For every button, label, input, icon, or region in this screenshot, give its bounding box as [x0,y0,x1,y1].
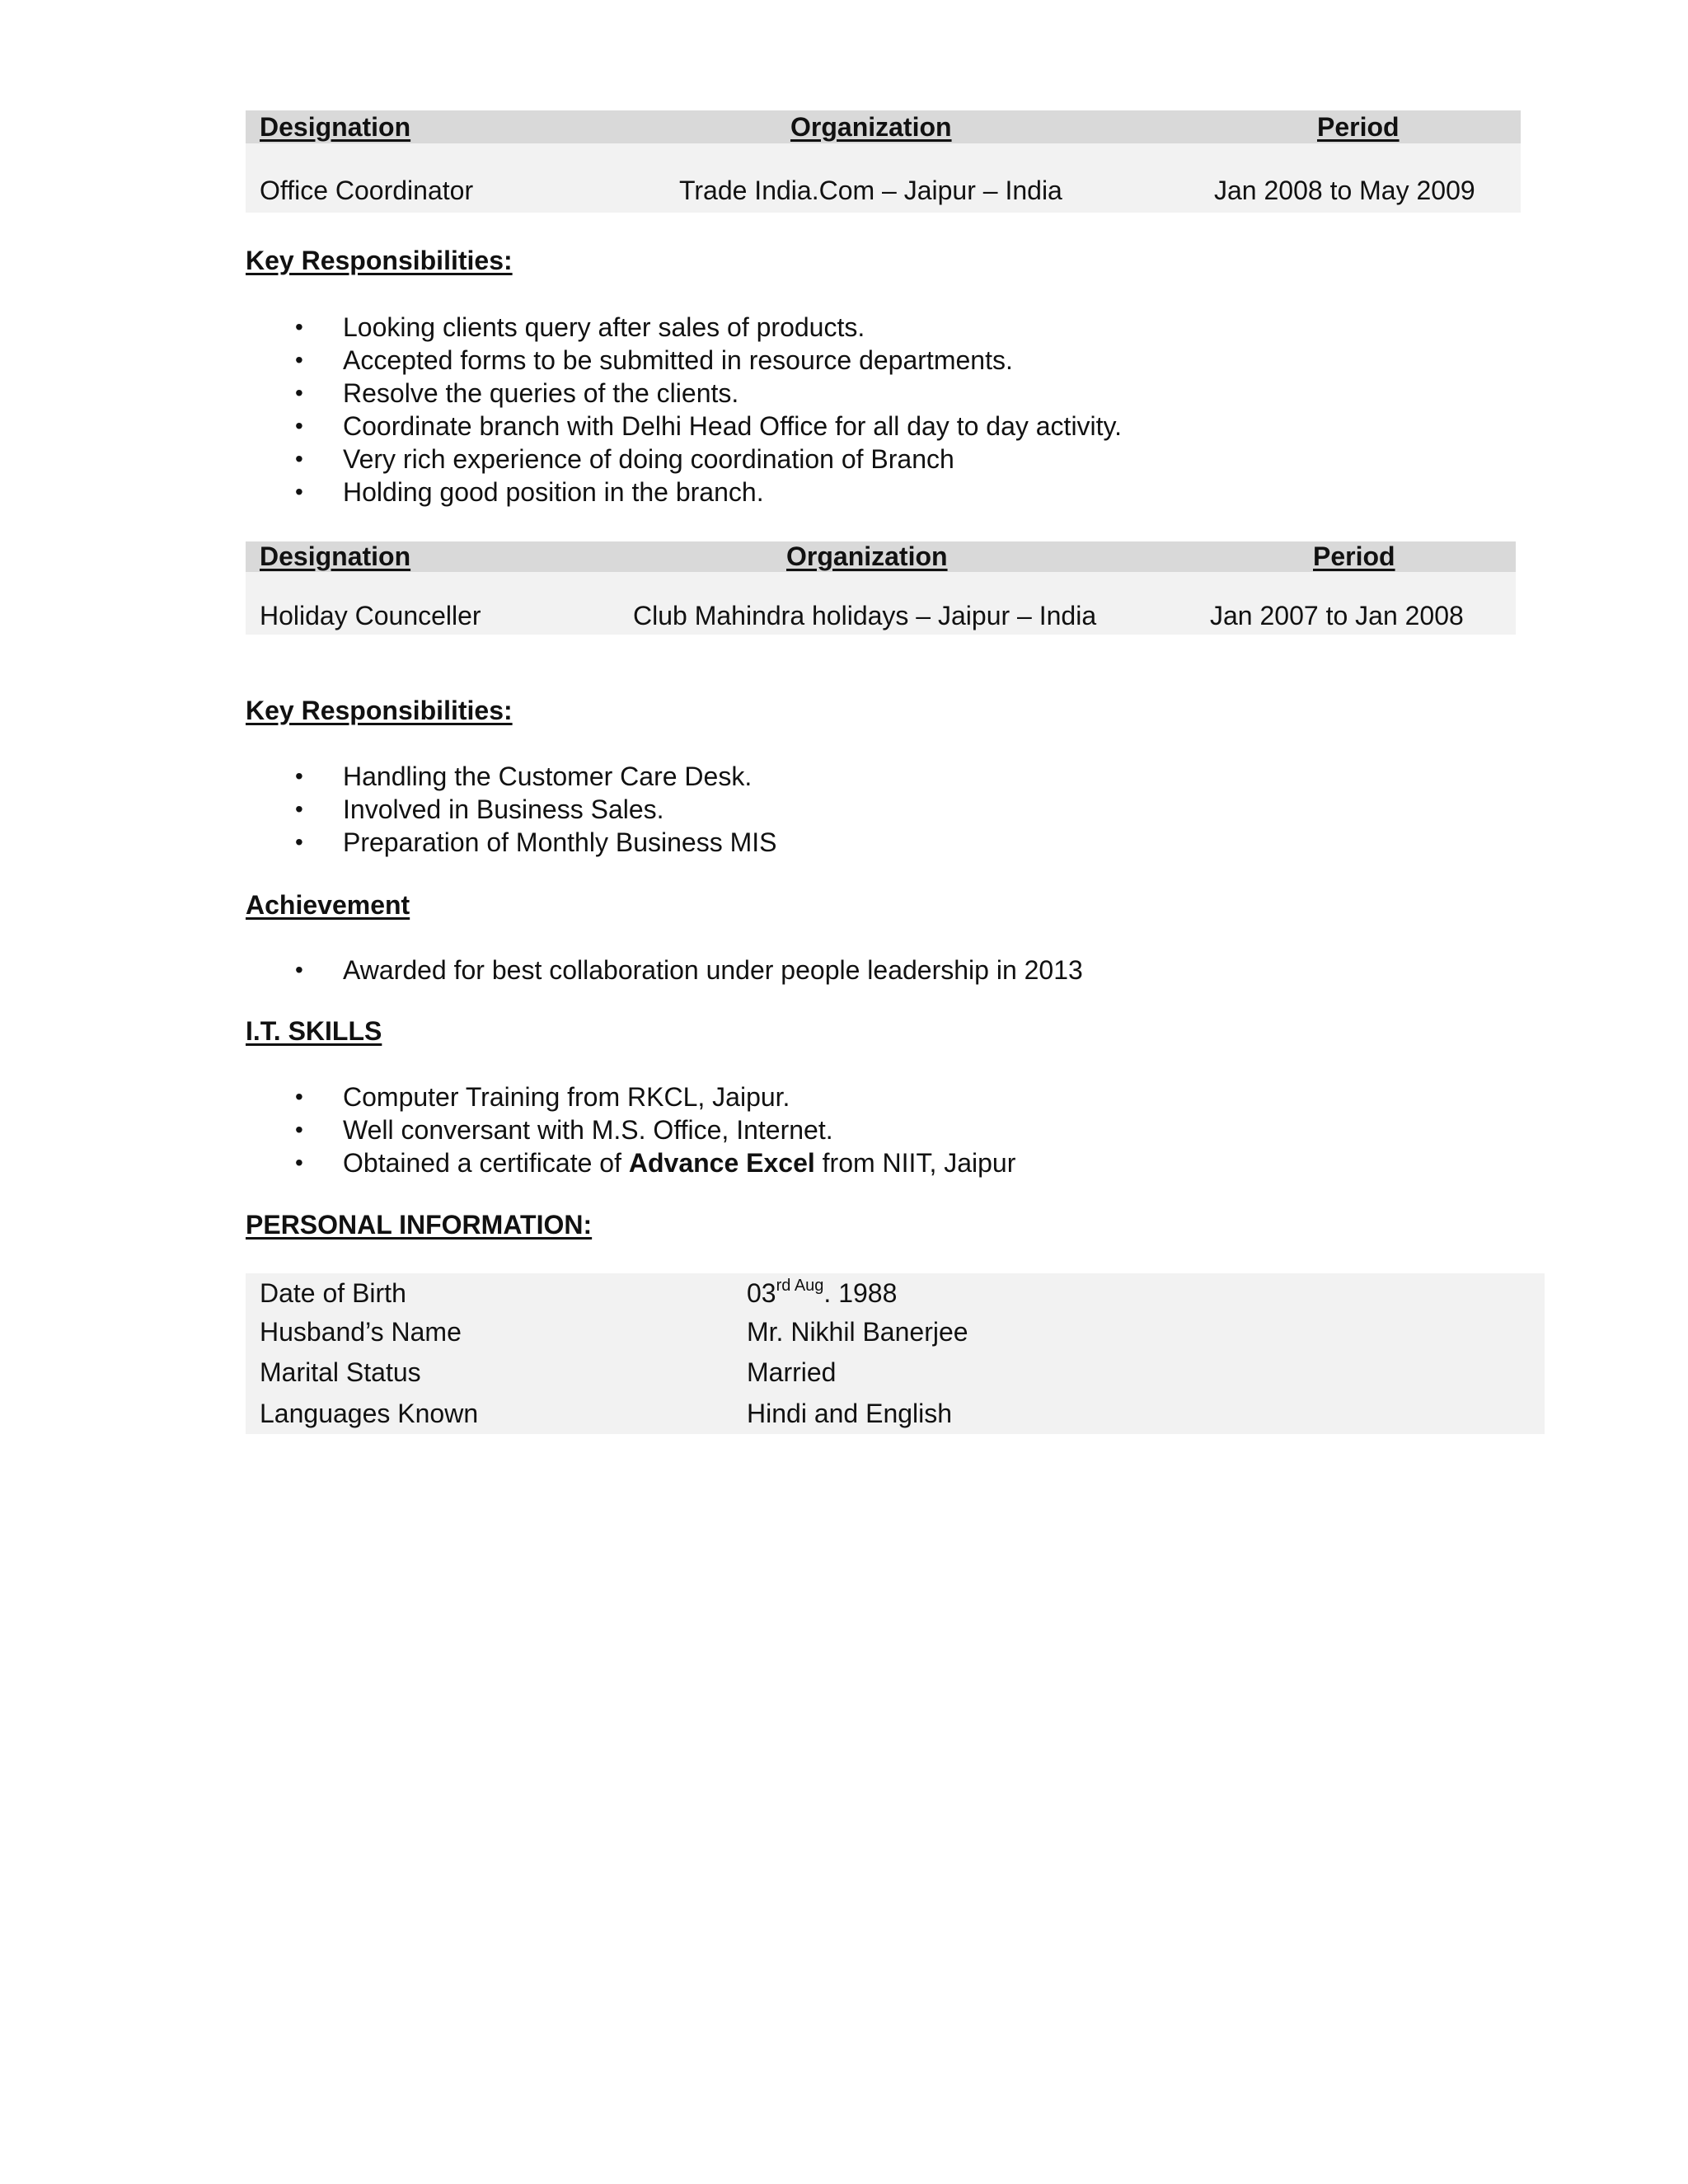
list-item: • Awarded for best collaboration under people leadership in 2013 [295,955,1083,985]
husband-label: Husband’s Name [260,1317,462,1347]
list-item: • Coordinate branch with Delhi Head Office for all day to day activity. [295,411,1123,441]
key-responsibilities-title-1: Key Responsibilities: [246,246,513,275]
bullet-icon: • [295,829,303,855]
list-item: • Obtained a certificate of Advance Excel from NIIT, Jaipur [295,1148,1016,1178]
table-row [246,1273,1545,1314]
job-organization: Trade India.Com – Jaipur – India [679,176,1062,205]
list-item: • Looking clients query after sales of products. [295,312,865,342]
marital-label: Marital Status [260,1357,421,1387]
bullet-icon: • [295,1117,303,1142]
job-table-2 [246,541,1516,635]
designation-header: Designation [260,541,411,571]
job-period: Jan 2008 to May 2009 [1214,176,1475,205]
job-table-1 [246,110,1521,213]
organization-header: Organization [790,112,952,142]
achievement-title: Achievement [246,890,410,920]
personal-info-table [246,1273,1545,1434]
bullet-icon: • [295,796,303,822]
list-item: • Holding good position in the branch. [295,477,764,507]
period-header: Period [1313,541,1395,571]
it-skills-list [246,1080,1015,1179]
bullet-icon: • [295,1084,303,1109]
dob-value: $03^{rd Aug}$. 1988 [747,1277,898,1308]
job-designation: Holiday Counceller [260,601,481,630]
list-item: • Accepted forms to be submitted in resource departments. [295,345,1013,375]
list-item: • Very rich experience of doing coordination of Branch [295,444,954,474]
table-row [246,1394,1545,1434]
job-designation: Office Coordinator [260,176,474,205]
dob-label: Date of Birth [260,1278,406,1308]
list-item: • Preparation of Monthly Business MIS [295,827,777,857]
bullet-icon: • [295,479,303,504]
achievement-list [246,954,1083,987]
languages-value: Hindi and English [747,1399,953,1428]
list-item: • Resolve the queries of the clients. [295,378,739,408]
table-row [246,1312,1545,1352]
period-header: Period [1317,112,1400,142]
designation-header: Designation [260,112,411,142]
bullet-icon: • [295,314,303,340]
table-row [246,1352,1545,1393]
marital-value: Married [747,1357,837,1387]
bullet-icon: • [295,957,303,982]
list-item: • Handling the Customer Care Desk. [295,762,753,791]
bullet-icon: • [295,413,303,438]
list-item: • Computer Training from RKCL, Jaipur. [295,1082,790,1112]
personal-info-title: PERSONAL INFORMATION: [246,1210,593,1240]
bullet-icon: • [295,380,303,405]
husband-value: Mr. Nikhil Banerjee [747,1317,968,1347]
bullet-icon: • [295,347,303,373]
key-responsibilities-title-2: Key Responsibilities: [246,696,513,725]
bullet-icon: • [295,763,303,789]
list-item: • Involved in Business Sales. [295,794,664,824]
it-skills-title: I.T. SKILLS [246,1016,382,1046]
responsibilities-list-1 [246,311,1122,509]
languages-label: Languages Known [260,1399,479,1428]
job-period: Jan 2007 to Jan 2008 [1210,601,1464,630]
bullet-icon: • [295,1150,303,1175]
bullet-icon: • [295,446,303,471]
job-organization: Club Mahindra holidays – Jaipur – India [633,601,1097,630]
responsibilities-list-2 [246,760,776,859]
list-item: • Well conversant with M.S. Office, Internet. [295,1115,833,1145]
organization-header: Organization [786,541,948,571]
